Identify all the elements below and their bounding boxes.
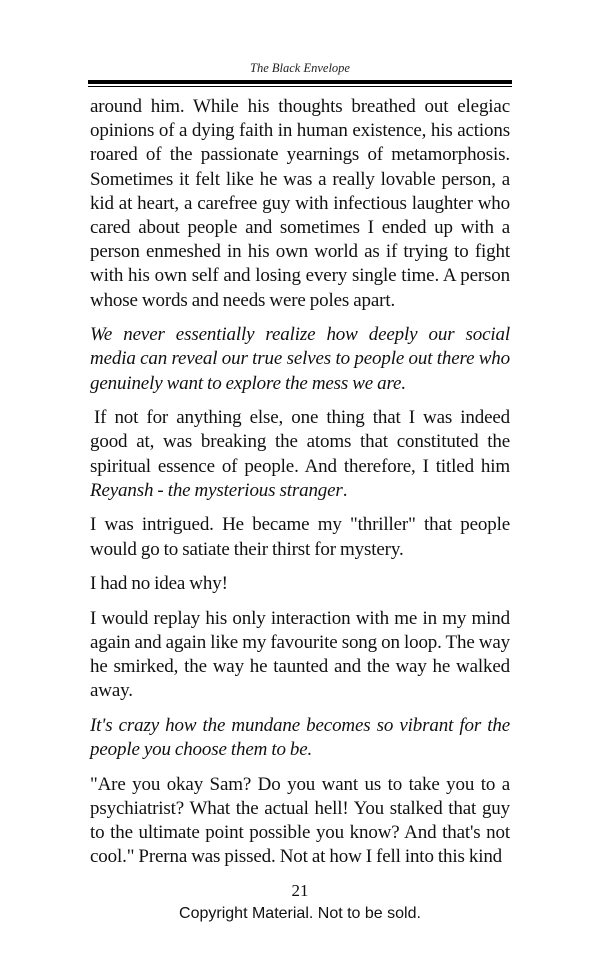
book-page (88, 0, 512, 944)
copyright-notice: Copyright Material. Not to be sold. (179, 904, 421, 922)
body-text (90, 95, 510, 870)
paragraph-5: I had no idea why! (90, 573, 228, 595)
header-rule-thick (88, 80, 512, 84)
paragraph-8: "Are you okay Sam? Do you want us to take you to a psychiatrist? What the actual hell! You stalked that guy to the ultimate point possible you know? And that's not cool." Prerna was pissed. Not at how I fell into this kind (90, 773, 510, 868)
paragraph-2-italic-reflection: We never essentially realize how deeply our social media can reveal our true selves to people out there who genuinely want to explore the mess we are. (90, 324, 510, 394)
paragraph-3-italic-title: Reyansh - the mysterious stranger (90, 479, 343, 501)
paragraph-3 (90, 406, 510, 503)
paragraph-6: I would replay his only interaction with me in my mind again and again like my favourite song on loop. The way he smirked, the way he taunted and the way he walked away. (90, 607, 510, 702)
page-number: 21 (291, 880, 309, 900)
paragraph-3-text: If not for anything else, one thing that I was indeed good at, was breaking the atoms that constituted the spiritual essence of people. And therefore, I titled him (90, 407, 510, 477)
paragraph-7-italic-reflection: It's crazy how the mundane becomes so vibrant for the people you choose them to be. (90, 715, 510, 761)
paragraph-4: I was intrigued. He became my "thriller" that people would go to satiate their thirst for mystery. (90, 514, 510, 560)
running-header-title: The Black Envelope (250, 61, 350, 75)
paragraph-1: around him. While his thoughts breathed out elegiac opinions of a dying faith in human existence, his actions roared of the passionate yearnings of metamorphosis. Sometimes it felt like he was a really lovable person, a kid at heart, a carefree guy with infectious laughter who cared about people and sometimes I ended up with a person enmeshed in his own world as if trying to fight with his own self and losing every single time. A person whose words and needs were poles apart. (90, 96, 510, 311)
header-rule-thin (88, 86, 512, 87)
paragraph-3-end: . (342, 479, 348, 501)
